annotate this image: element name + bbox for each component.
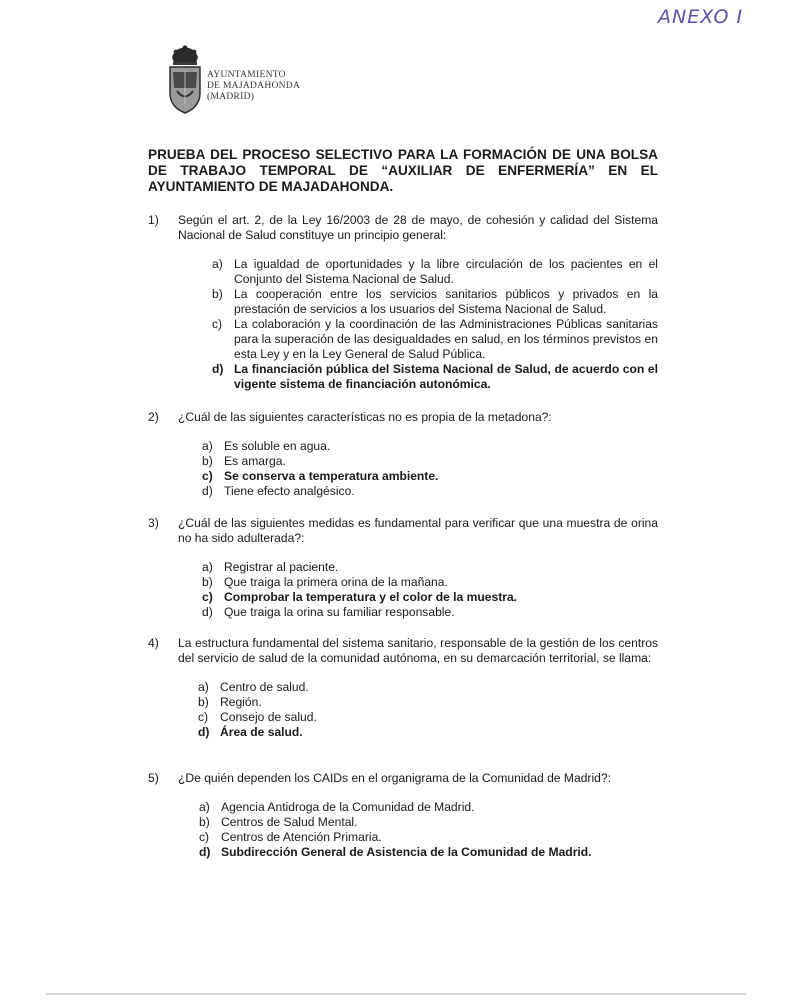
option-text: Comprobar la temperatura y el color de la muestra. [224, 590, 518, 604]
question-2 [148, 410, 658, 499]
option-text: La cooperación entre los servicios sanitarios públicos y privados en la prestación de servicios a los usuarios del Sistema Nacional de Salud. [234, 287, 658, 316]
option-letter: c) [202, 590, 213, 604]
option-text: Registrar al paciente. [224, 560, 339, 574]
option-text: Subdirección General de Asistencia de la Comunidad de Madrid. [221, 845, 592, 859]
option-text: Se conserva a temperatura ambiente. [224, 469, 439, 483]
option-letter: a) [202, 560, 213, 574]
question-3 [148, 516, 658, 620]
option-text: Que traiga la orina su familiar responsable. [224, 605, 455, 619]
question-number: 3) [148, 516, 159, 530]
option-text: Que traiga la primera orina de la mañana. [224, 575, 448, 589]
option-text: Agencia Antidroga de la Comunidad de Madrid. [221, 800, 475, 814]
answer-options [198, 680, 658, 740]
answer-option [198, 710, 658, 725]
option-letter: d) [202, 484, 213, 498]
question-number: 5) [148, 771, 159, 785]
option-text: Es amarga. [224, 454, 286, 468]
option-letter: a) [202, 439, 213, 453]
option-letter: b) [202, 575, 213, 589]
answer-options [212, 257, 658, 392]
option-text: Consejo de salud. [220, 710, 317, 724]
option-letter: b) [199, 815, 210, 829]
answer-option [202, 439, 658, 454]
option-letter: b) [202, 454, 213, 468]
answer-option [199, 830, 658, 845]
option-text: Centros de Atención Primaria. [221, 830, 382, 844]
option-letter: a) [199, 800, 210, 814]
question-text: ¿Cuál de las siguientes características no es propia de la metadona?: [178, 410, 552, 424]
answer-option [202, 575, 658, 590]
option-text: La colaboración y la coordinación de las Administraciones Públicas sanitarias para la superación de las desigualdades en salud, en los términos previstos en esta Ley y en la Ley General de Salud Pública. [234, 317, 658, 361]
answer-option [198, 695, 658, 710]
org-line-1: AYUNTAMIENTO [207, 70, 286, 80]
question-1 [148, 213, 658, 392]
correct-answer-option [202, 590, 658, 605]
option-letter: c) [212, 317, 223, 331]
answer-option [212, 287, 658, 317]
question-text: ¿Cuál de las siguientes medidas es fundamental para verificar que una muestra de orina no ha sido adulterada?: [178, 516, 658, 545]
option-letter: b) [212, 287, 223, 301]
option-letter: d) [198, 725, 210, 739]
correct-answer-option [198, 725, 658, 740]
org-line-2: DE MAJADAHONDA [207, 81, 301, 91]
coat-of-arms-icon [163, 44, 207, 116]
option-text: Centros de Salud Mental. [221, 815, 358, 829]
question-text: La estructura fundamental del sistema sanitario, responsable de la gestión de los centros del servicio de salud de la comunidad autónoma, en su demarcación territorial, se llama: [178, 636, 658, 665]
option-text: Región. [220, 695, 262, 709]
option-letter: d) [212, 362, 224, 376]
option-letter: a) [212, 257, 223, 271]
organization-name [207, 70, 300, 103]
answer-option [199, 815, 658, 830]
option-letter: d) [202, 605, 213, 619]
option-text: Área de salud. [220, 725, 303, 739]
option-text: Centro de salud. [220, 680, 309, 694]
question-number: 2) [148, 410, 159, 424]
option-letter: a) [198, 680, 209, 694]
question-text: Según el art. 2, de la Ley 16/2003 de 28 de mayo, de cohesión y calidad del Sistema Nacional de Salud constituye un principio general: [178, 213, 658, 242]
answer-option [198, 680, 658, 695]
option-text: Es soluble en agua. [224, 439, 331, 453]
option-letter: c) [199, 830, 210, 844]
question-text: ¿De quién dependen los CAIDs en el organigrama de la Comunidad de Madrid?: [178, 771, 611, 785]
answer-option [202, 484, 658, 499]
option-text: La financiación pública del Sistema Nacional de Salud, de acuerdo con el vigente sistema de financiación autonómica. [234, 362, 658, 391]
option-letter: c) [198, 710, 209, 724]
option-letter: c) [202, 469, 213, 483]
option-letter: b) [198, 695, 209, 709]
question-number: 1) [148, 213, 159, 227]
answer-option [212, 257, 658, 287]
answer-option [199, 800, 658, 815]
page-bottom-edge [46, 993, 746, 995]
answer-options [202, 560, 658, 620]
org-line-3: (MADRID) [207, 92, 255, 102]
correct-answer-option [202, 469, 658, 484]
option-text: Tiene efecto analgésico. [224, 484, 355, 498]
answer-option [212, 317, 658, 362]
option-text: La igualdad de oportunidades y la libre circulación de los pacientes en el Conjunto del Sistema Nacional de Salud. [234, 257, 658, 286]
answer-options [202, 439, 658, 499]
answer-option [202, 605, 658, 620]
answer-option [202, 560, 658, 575]
correct-answer-option [199, 845, 658, 860]
document-title: PRUEBA DEL PROCESO SELECTIVO PARA LA FORMACIÓN DE UNA BOLSA DE TRABAJO TEMPORAL DE “AUXILIAR DE ENFERMERÍA” EN EL AYUNTAMIENTO DE MAJADAHONDA. [148, 147, 658, 194]
answer-options [199, 800, 658, 860]
correct-answer-option [212, 362, 658, 392]
question-number: 4) [148, 636, 159, 650]
question-5 [148, 771, 658, 860]
option-letter: d) [199, 845, 211, 859]
municipal-logo [163, 44, 313, 116]
answer-option [202, 454, 658, 469]
annex-label: ANEXO I [658, 6, 744, 28]
question-4 [148, 636, 658, 740]
